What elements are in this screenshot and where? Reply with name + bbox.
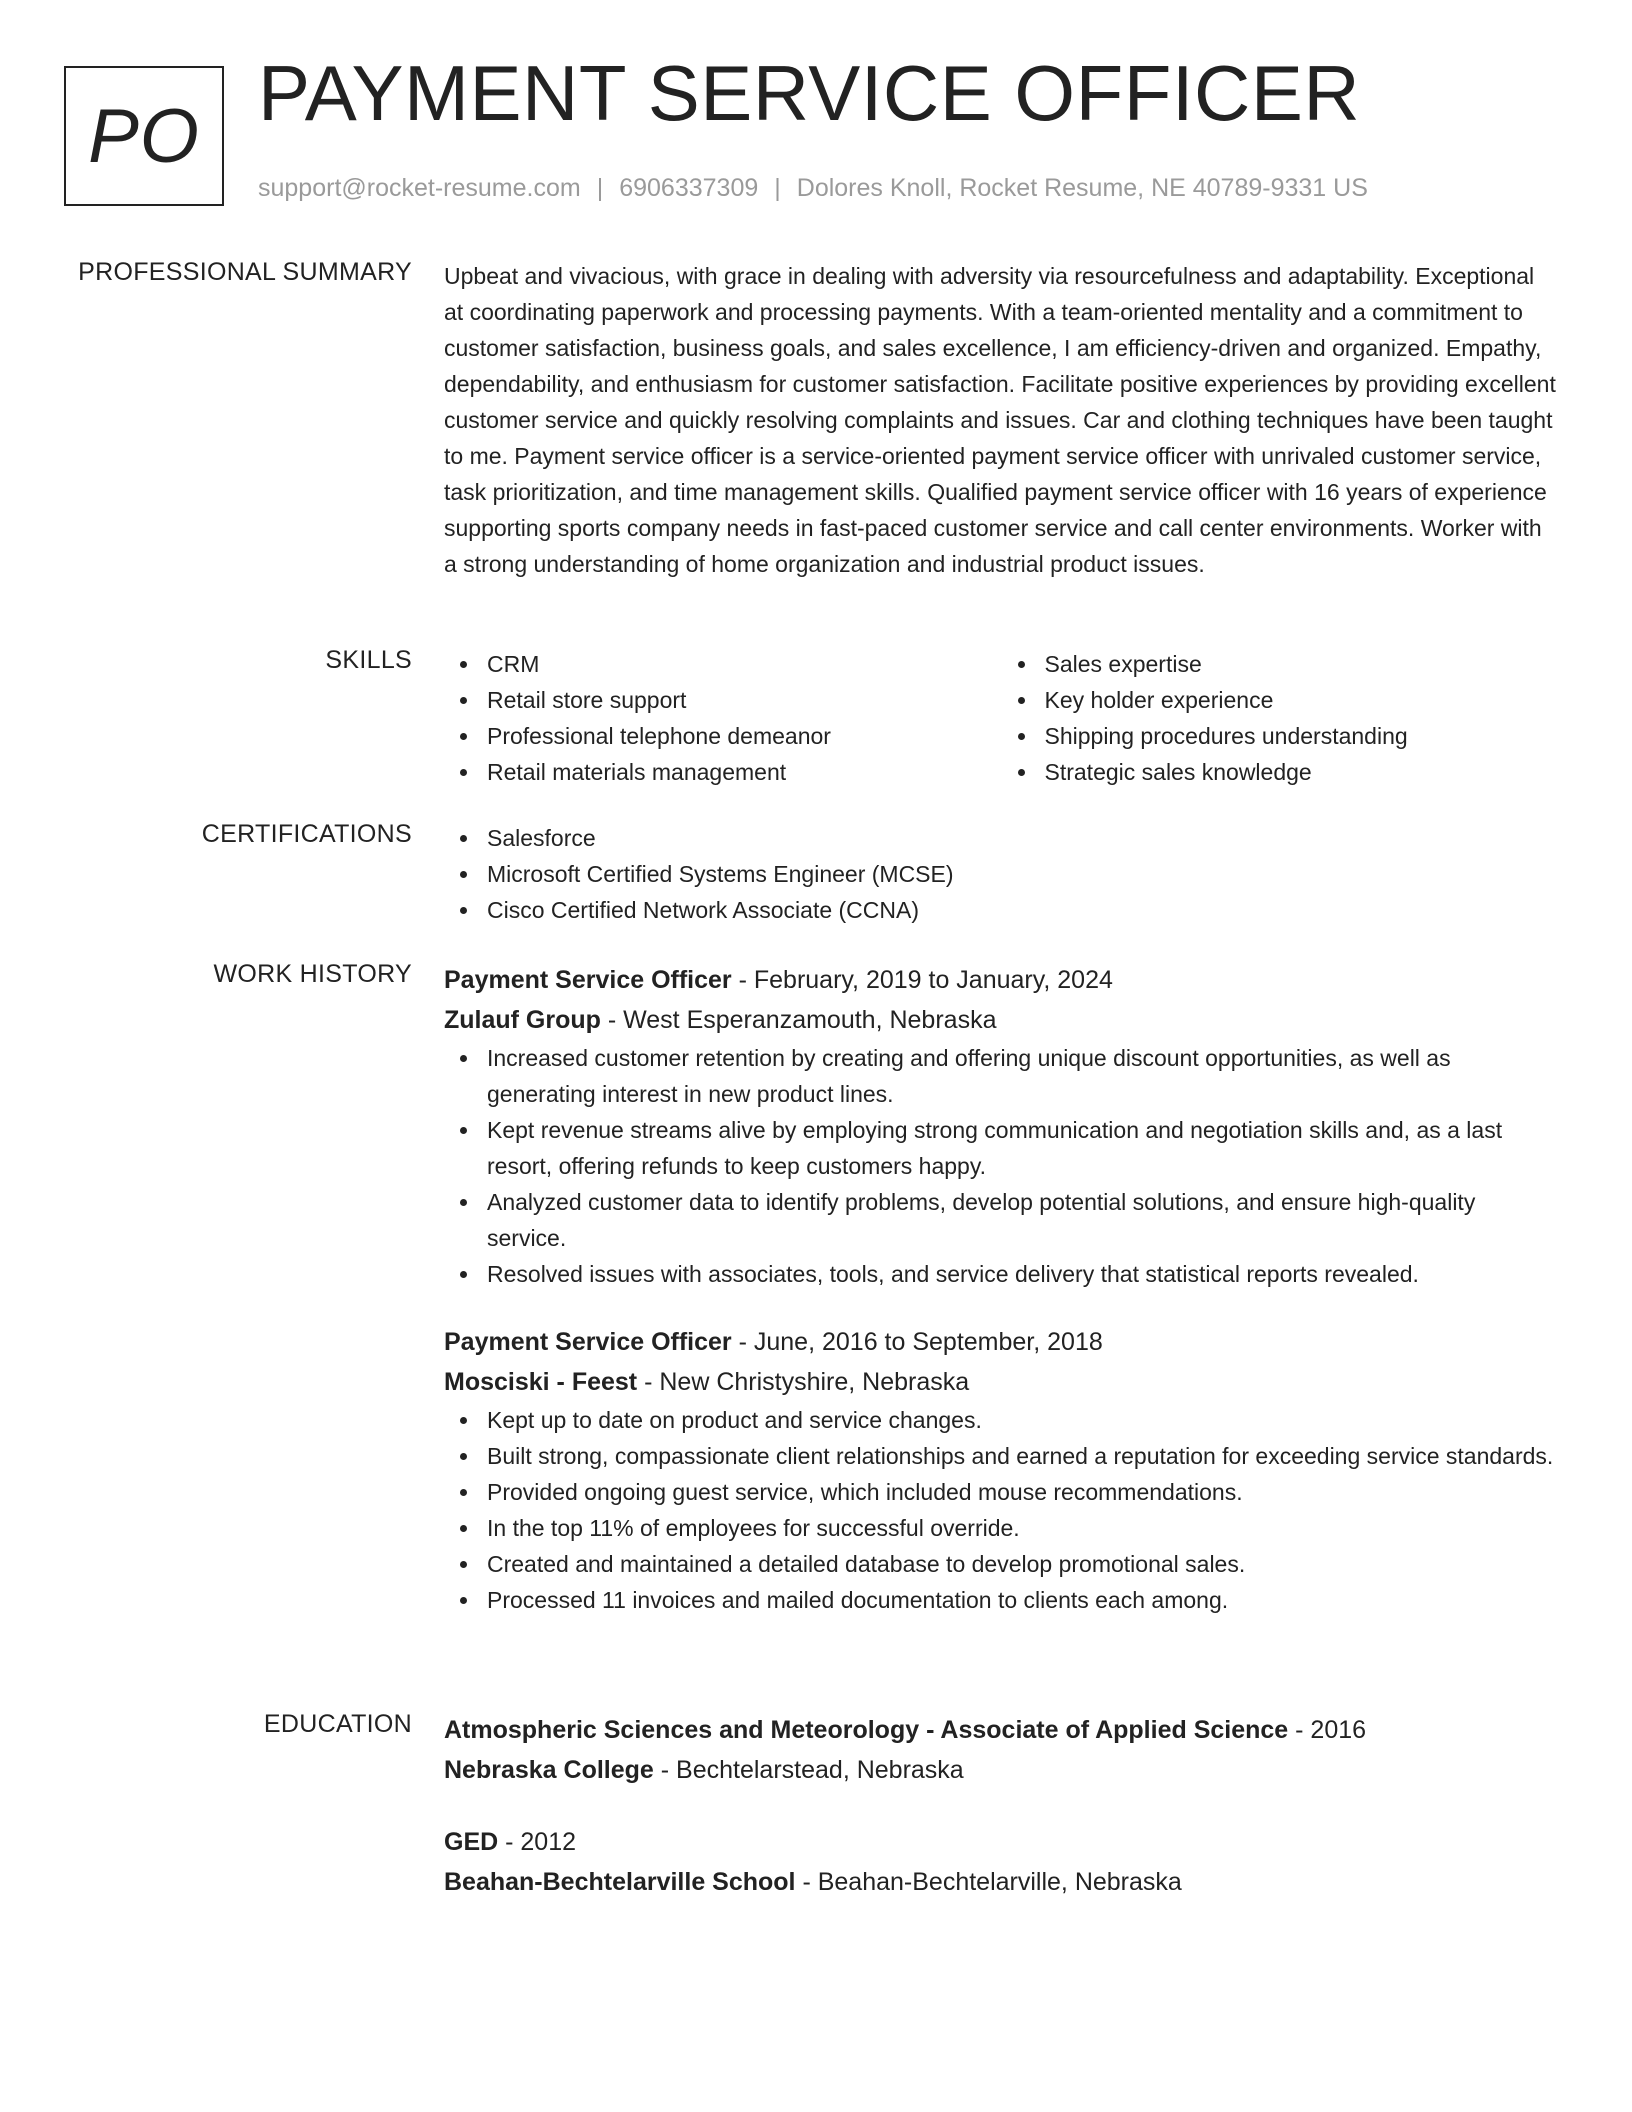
job-bullet: Increased customer retention by creating and offering unique discount opportunities, as well as generating interest in new product lines. bbox=[487, 1040, 1559, 1112]
education-degree-line bbox=[444, 1822, 1559, 1862]
job-bullet: Analyzed customer data to identify problems, develop potential solutions, and ensure high-quality service. bbox=[487, 1184, 1559, 1256]
monogram-box bbox=[64, 66, 224, 206]
job-bullet: Provided ongoing guest service, which included mouse recommendations. bbox=[487, 1474, 1559, 1510]
education-entry bbox=[444, 1822, 1559, 1902]
skill-item: Strategic sales knowledge bbox=[1045, 754, 1560, 790]
job-role-line bbox=[444, 960, 1559, 1000]
job-bullets bbox=[444, 1402, 1559, 1618]
job-entry bbox=[444, 1322, 1559, 1618]
skill-item: CRM bbox=[487, 646, 1002, 682]
skill-item: Retail materials management bbox=[487, 754, 1002, 790]
job-bullet: Built strong, compassionate client relationships and earned a reputation for exceeding service standards. bbox=[487, 1438, 1559, 1474]
certification-item: Cisco Certified Network Associate (CCNA) bbox=[487, 892, 1559, 928]
education-school: Beahan-Bechtelarville School bbox=[444, 1868, 796, 1896]
job-bullet: Resolved issues with associates, tools, and service delivery that statistical reports revealed. bbox=[487, 1256, 1559, 1292]
skills-list-left bbox=[444, 646, 1002, 790]
monogram-initials: PO bbox=[88, 93, 200, 179]
skill-item: Shipping procedures understanding bbox=[1045, 718, 1560, 754]
job-bullet: Created and maintained a detailed database to develop promotional sales. bbox=[487, 1546, 1559, 1582]
section-heading-summary: PROFESSIONAL SUMMARY bbox=[78, 258, 412, 286]
section-heading-skills: SKILLS bbox=[325, 646, 412, 674]
job-bullet: Processed 11 invoices and mailed documentation to clients each among. bbox=[487, 1582, 1559, 1618]
job-location: - West Esperanzamouth, Nebraska bbox=[600, 1006, 997, 1034]
job-dates: - February, 2019 to January, 2024 bbox=[731, 966, 1113, 994]
job-bullet: Kept revenue streams alive by employing strong communication and negotiation skills and, as a last resort, offering refunds to keep customers happy. bbox=[487, 1112, 1559, 1184]
job-company: Zulauf Group bbox=[444, 1006, 601, 1034]
summary-text: Upbeat and vivacious, with grace in dealing with adversity via resourcefulness and adaptability. Exceptional at coordinating paperwork and processing payments. With a team-oriented mentality and a commitment to customer satisfaction, business goals, and sales excellence, I am efficiency-driven and organized. Empathy, dependability, and enthusiasm for customer satisfaction. Facilitate positive experiences by providing excellent customer service and quickly resolving complaints and issues. Car and clothing techniques have been taught to me. Payment service officer is a service-oriented payment service officer with unrivaled customer service, task prioritization, and time management skills. Qualified payment service officer with 16 years of experience supporting sports company needs in fast-paced customer service and call center environments. Worker with a strong understanding of home organization and industrial product issues. bbox=[444, 263, 1556, 577]
skill-item: Retail store support bbox=[487, 682, 1002, 718]
contact-phone[interactable]: 6906337309 bbox=[619, 174, 759, 202]
education-school-line bbox=[444, 1862, 1559, 1902]
education-degree-line bbox=[444, 1710, 1559, 1750]
contact-line bbox=[258, 174, 1368, 203]
section-heading-certifications: CERTIFICATIONS bbox=[201, 820, 412, 848]
skill-item: Sales expertise bbox=[1045, 646, 1560, 682]
education-degree: GED bbox=[444, 1828, 499, 1856]
education-entry bbox=[444, 1710, 1559, 1790]
contact-separator: | bbox=[774, 174, 781, 202]
job-bullets bbox=[444, 1040, 1559, 1292]
certification-item: Microsoft Certified Systems Engineer (MCSE) bbox=[487, 856, 1559, 892]
job-bullet: In the top 11% of employees for successful override. bbox=[487, 1510, 1559, 1546]
education-location: - Bechtelarstead, Nebraska bbox=[653, 1756, 964, 1784]
resume-title: PAYMENT SERVICE OFFICER bbox=[258, 49, 1361, 137]
job-role-line bbox=[444, 1322, 1559, 1362]
job-company-line bbox=[444, 1362, 1559, 1402]
certification-item: Salesforce bbox=[487, 820, 1559, 856]
job-role: Payment Service Officer bbox=[444, 966, 732, 994]
job-company: Mosciski - Feest bbox=[444, 1368, 638, 1396]
skill-item: Key holder experience bbox=[1045, 682, 1560, 718]
contact-address: Dolores Knoll, Rocket Resume, NE 40789-9331 US bbox=[796, 174, 1368, 202]
job-dates: - June, 2016 to September, 2018 bbox=[731, 1328, 1103, 1356]
education-degree: Atmospheric Sciences and Meteorology - Associate of Applied Science bbox=[444, 1716, 1289, 1744]
certifications-list bbox=[444, 820, 1559, 928]
education-location: - Beahan-Bechtelarville, Nebraska bbox=[795, 1868, 1182, 1896]
contact-email[interactable]: support@rocket-resume.com bbox=[258, 174, 581, 202]
job-company-line bbox=[444, 1000, 1559, 1040]
education-year: - 2016 bbox=[1288, 1716, 1367, 1744]
job-entry bbox=[444, 960, 1559, 1292]
skills-list-right bbox=[1002, 646, 1560, 790]
job-location: - New Christyshire, Nebraska bbox=[637, 1368, 970, 1396]
education-school: Nebraska College bbox=[444, 1756, 654, 1784]
education-school-line bbox=[444, 1750, 1559, 1790]
section-heading-work-history: WORK HISTORY bbox=[213, 960, 412, 988]
skill-item: Professional telephone demeanor bbox=[487, 718, 1002, 754]
contact-separator: | bbox=[596, 174, 604, 202]
job-bullet: Kept up to date on product and service changes. bbox=[487, 1402, 1559, 1438]
job-role: Payment Service Officer bbox=[444, 1328, 732, 1356]
education-year: - 2012 bbox=[498, 1828, 577, 1856]
section-heading-education: EDUCATION bbox=[263, 1710, 412, 1738]
